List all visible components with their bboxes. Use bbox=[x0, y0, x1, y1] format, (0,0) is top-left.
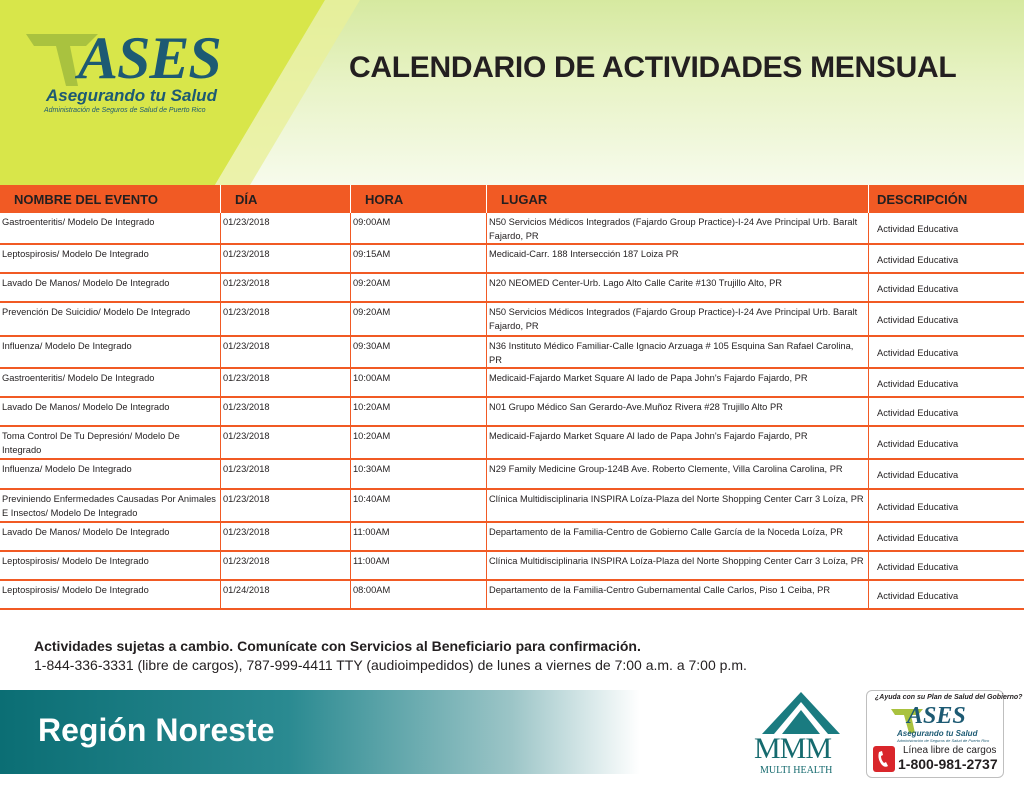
location-cell: Departamento de la Familia-Centro de Gobierno Calle García de la Noceda Loíza, PR bbox=[487, 522, 869, 551]
day-cell: 01/23/2018 bbox=[221, 551, 351, 580]
time-cell: 11:00AM bbox=[351, 551, 487, 580]
badge-phone-number[interactable]: 1-800-981-2737 bbox=[898, 756, 998, 772]
description-cell: Actividad Educativa bbox=[869, 580, 1024, 609]
day-cell: 01/23/2018 bbox=[221, 302, 351, 336]
time-cell: 09:15AM bbox=[351, 244, 487, 273]
day-cell: 01/23/2018 bbox=[221, 273, 351, 302]
activities-table-container bbox=[0, 185, 1024, 610]
mmm-wordmark: MMM bbox=[754, 732, 832, 765]
location-cell: Medicaid-Carr. 188 Intersección 187 Loiza PR bbox=[487, 244, 869, 273]
location-cell: Clínica Multidisciplinaria INSPIRA Loíza-Plaza del Norte Shopping Center Carr 3 Loíza, PR bbox=[487, 489, 869, 522]
description-cell: Actividad Educativa bbox=[869, 302, 1024, 336]
time-cell: 10:30AM bbox=[351, 459, 487, 489]
time-cell: 10:20AM bbox=[351, 426, 487, 459]
table-row bbox=[0, 368, 1024, 397]
event-name-cell: Influenza/ Modelo De Integrado bbox=[0, 459, 221, 489]
table-row bbox=[0, 302, 1024, 336]
time-cell: 10:00AM bbox=[351, 368, 487, 397]
event-name-cell: Leptospirosis/ Modelo De Integrado bbox=[0, 551, 221, 580]
description-cell: Actividad Educativa bbox=[869, 368, 1024, 397]
day-cell: 01/23/2018 bbox=[221, 244, 351, 273]
day-cell: 01/23/2018 bbox=[221, 397, 351, 426]
table-row bbox=[0, 426, 1024, 459]
logo-tagline: Asegurando tu Salud bbox=[46, 86, 217, 105]
location-cell: N50 Servicios Médicos Integrados (Fajardo Group Practice)-I-24 Ave Principal Urb. Baralt Fajardo, PR bbox=[487, 213, 869, 244]
day-cell: 01/23/2018 bbox=[221, 368, 351, 397]
location-cell: Medicaid-Fajardo Market Square Al lado de Papa John's Fajardo Fajardo, PR bbox=[487, 426, 869, 459]
description-cell: Actividad Educativa bbox=[869, 213, 1024, 244]
description-cell: Actividad Educativa bbox=[869, 551, 1024, 580]
table-row bbox=[0, 551, 1024, 580]
table-row bbox=[0, 489, 1024, 522]
day-cell: 01/23/2018 bbox=[221, 213, 351, 244]
column-header-dia: DÍA bbox=[221, 185, 351, 213]
event-name-cell: Leptospirosis/ Modelo De Integrado bbox=[0, 580, 221, 609]
day-cell: 01/23/2018 bbox=[221, 459, 351, 489]
column-header-lugar: LUGAR bbox=[487, 185, 869, 213]
description-cell: Actividad Educativa bbox=[869, 397, 1024, 426]
table-row bbox=[0, 273, 1024, 302]
day-cell: 01/23/2018 bbox=[221, 426, 351, 459]
location-cell: N01 Grupo Médico San Gerardo-Ave.Muñoz Rivera #28 Trujillo Alto PR bbox=[487, 397, 869, 426]
location-cell: Medicaid-Fajardo Market Square Al lado de Papa John's Fajardo Fajardo, PR bbox=[487, 368, 869, 397]
event-name-cell: Toma Control De Tu Depresión/ Modelo De Integrado bbox=[0, 426, 221, 459]
table-row bbox=[0, 213, 1024, 244]
activities-table bbox=[0, 185, 1024, 610]
description-cell: Actividad Educativa bbox=[869, 426, 1024, 459]
phone-icon bbox=[873, 746, 895, 772]
badge-subtitle: Administración de Seguros de Salud de Puerto Rico bbox=[897, 738, 990, 743]
time-cell: 09:20AM bbox=[351, 273, 487, 302]
time-cell: 10:40AM bbox=[351, 489, 487, 522]
time-cell: 09:20AM bbox=[351, 302, 487, 336]
location-cell: N50 Servicios Médicos Integrados (Fajardo Group Practice)-I-24 Ave Principal Urb. Baralt Fajardo, PR bbox=[487, 302, 869, 336]
logo-subtitle: Administración de Seguros de Salud de Puerto Rico bbox=[44, 107, 206, 114]
location-cell: N36 Instituto Médico Familiar-Calle Ignacio Arzuaga # 105 Esquina San Rafael Carolina, PR bbox=[487, 336, 869, 368]
page-title: CALENDARIO DE ACTIVIDADES MENSUAL bbox=[349, 51, 957, 84]
contact-info: 1-844-336-3331 (libre de cargos), 787-999-4411 TTY (audioimpedidos) de lunes a viernes de 7:00 a.m. a 7:00 p.m. bbox=[34, 657, 747, 673]
time-cell: 09:30AM bbox=[351, 336, 487, 368]
day-cell: 01/23/2018 bbox=[221, 336, 351, 368]
event-name-cell: Previniendo Enfermedades Causadas Por Animales E Insectos/ Modelo De Integrado bbox=[0, 489, 221, 522]
column-header-descripcion: DESCRIPCIÓN bbox=[869, 185, 1024, 213]
logo-wordmark: ASES bbox=[78, 25, 221, 91]
event-name-cell: Gastroenteritis/ Modelo De Integrado bbox=[0, 213, 221, 244]
mmm-subtitle: MULTI HEALTH bbox=[760, 765, 833, 776]
description-cell: Actividad Educativa bbox=[869, 273, 1024, 302]
badge-line-label: Línea libre de cargos bbox=[903, 745, 997, 756]
badge-question: ¿Ayuda con su Plan de Salud del Gobierno? bbox=[875, 694, 1023, 701]
time-cell: 09:00AM bbox=[351, 213, 487, 244]
mmm-roof-icon bbox=[762, 692, 840, 734]
region-title: Región Noreste bbox=[38, 712, 275, 748]
day-cell: 01/24/2018 bbox=[221, 580, 351, 609]
location-cell: Clínica Multidisciplinaria INSPIRA Loíza-Plaza del Norte Shopping Center Carr 3 Loíza, PR bbox=[487, 551, 869, 580]
event-name-cell: Influenza/ Modelo De Integrado bbox=[0, 336, 221, 368]
description-cell: Actividad Educativa bbox=[869, 522, 1024, 551]
description-cell: Actividad Educativa bbox=[869, 459, 1024, 489]
time-cell: 11:00AM bbox=[351, 522, 487, 551]
event-name-cell: Lavado De Manos/ Modelo De Integrado bbox=[0, 273, 221, 302]
event-name-cell: Lavado De Manos/ Modelo De Integrado bbox=[0, 397, 221, 426]
event-name-cell: Leptospirosis/ Modelo De Integrado bbox=[0, 244, 221, 273]
table-body bbox=[0, 213, 1024, 609]
badge-tagline: Asegurando tu Salud bbox=[897, 729, 978, 738]
change-notice: Actividades sujetas a cambio. Comunícate con Servicios al Beneficiario para confirmación. bbox=[34, 638, 641, 654]
ases-logo bbox=[26, 25, 236, 118]
day-cell: 01/23/2018 bbox=[221, 522, 351, 551]
ases-helpline-badge bbox=[866, 690, 1023, 778]
table-row bbox=[0, 580, 1024, 609]
table-header-row bbox=[0, 185, 1024, 213]
description-cell: Actividad Educativa bbox=[869, 336, 1024, 368]
mmm-logo bbox=[752, 690, 848, 780]
location-cell: N20 NEOMED Center-Urb. Lago Alto Calle Carite #130 Trujillo Alto, PR bbox=[487, 273, 869, 302]
description-cell: Actividad Educativa bbox=[869, 489, 1024, 522]
time-cell: 10:20AM bbox=[351, 397, 487, 426]
location-cell: Departamento de la Familia-Centro Gubernamental Calle Carlos, Piso 1 Ceiba, PR bbox=[487, 580, 869, 609]
day-cell: 01/23/2018 bbox=[221, 489, 351, 522]
table-row bbox=[0, 397, 1024, 426]
event-name-cell: Prevención De Suicidio/ Modelo De Integrado bbox=[0, 302, 221, 336]
table-row bbox=[0, 522, 1024, 551]
page-header bbox=[0, 0, 1024, 185]
description-cell: Actividad Educativa bbox=[869, 244, 1024, 273]
badge-wordmark: ASES bbox=[907, 703, 966, 729]
time-cell: 08:00AM bbox=[351, 580, 487, 609]
column-header-evento: NOMBRE DEL EVENTO bbox=[0, 185, 221, 213]
table-row bbox=[0, 244, 1024, 273]
location-cell: N29 Family Medicine Group-124B Ave. Roberto Clemente, Villa Carolina Carolina, PR bbox=[487, 459, 869, 489]
column-header-hora: HORA bbox=[351, 185, 487, 213]
event-name-cell: Lavado De Manos/ Modelo De Integrado bbox=[0, 522, 221, 551]
table-row bbox=[0, 336, 1024, 368]
event-name-cell: Gastroenteritis/ Modelo De Integrado bbox=[0, 368, 221, 397]
table-row bbox=[0, 459, 1024, 489]
